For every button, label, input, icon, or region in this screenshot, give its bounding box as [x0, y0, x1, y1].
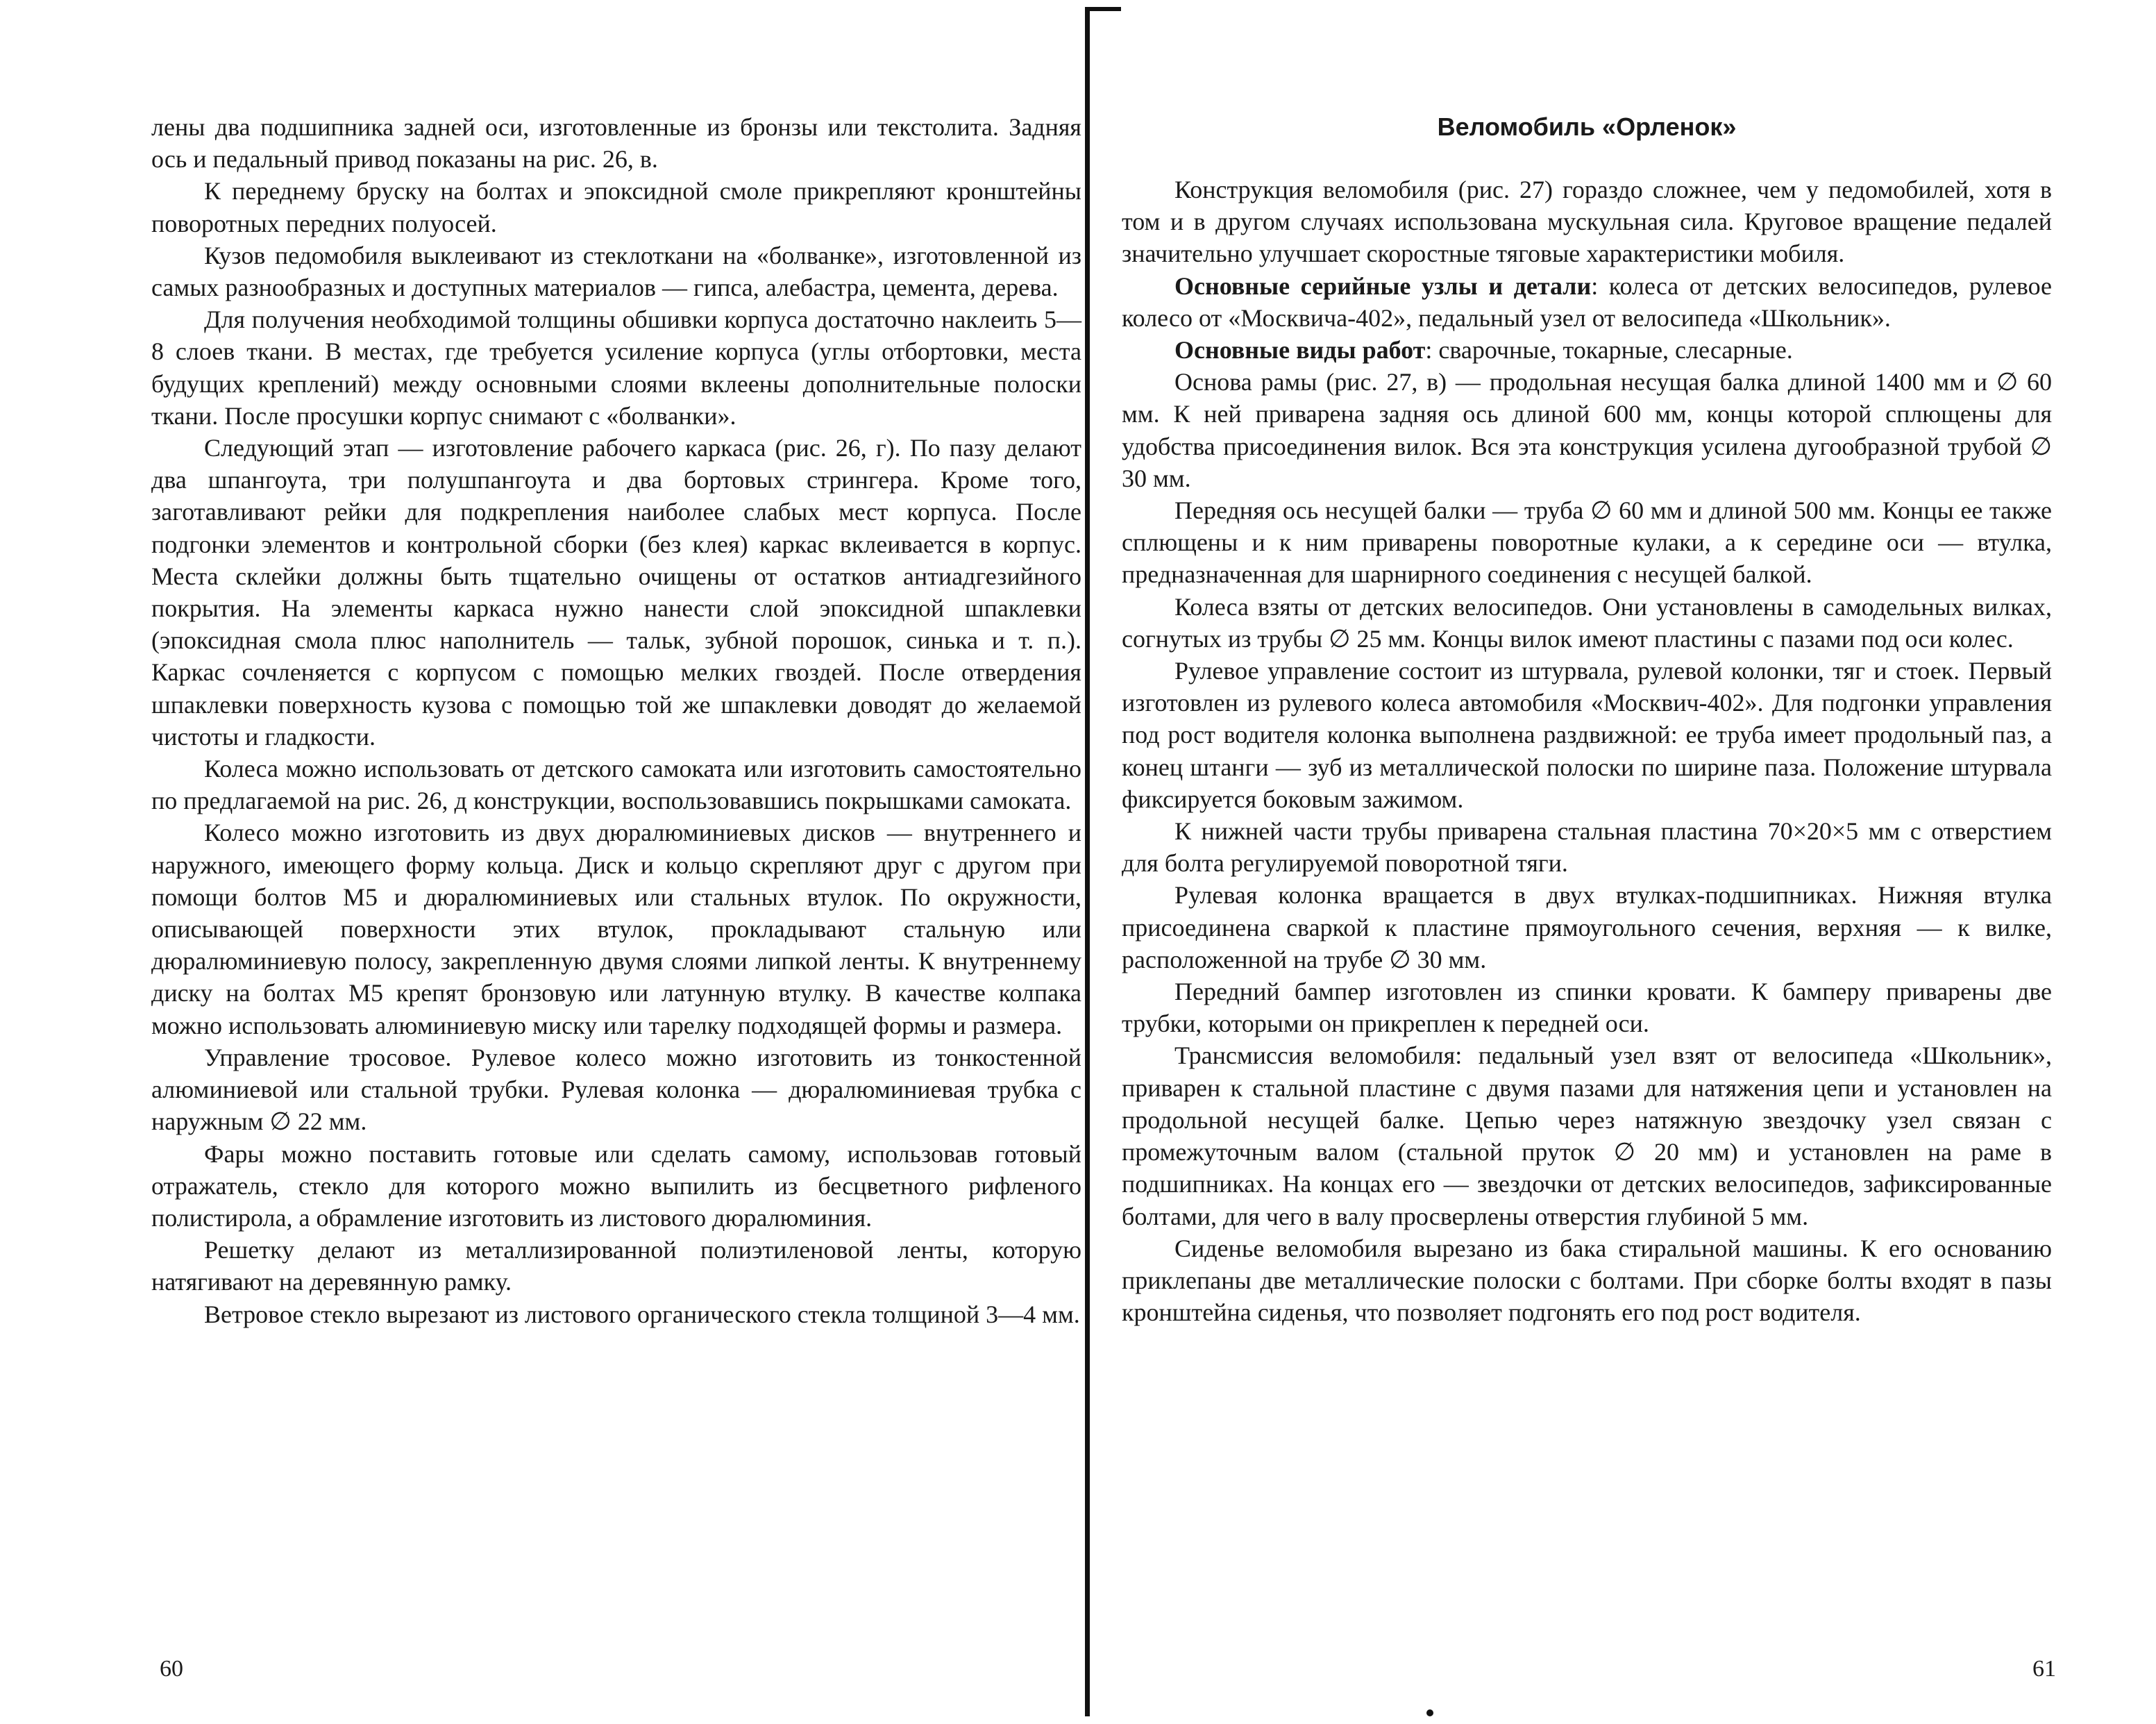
paragraph: Основа рамы (рис. 27, в) — продольная несущая балка длиной 1400 мм и ∅ 60 мм. К ней приварена задняя ось длиной 600 мм, концы которой сплющены для удобства присоединения вилок. Вся эта конструкция усилена дугообразной трубой ∅ 30 мм. — [1122, 368, 2052, 492]
right-text-column — [1122, 174, 2052, 1328]
left-text-column — [151, 111, 1081, 1330]
page-number: 61 — [2032, 1656, 2056, 1682]
paragraph: Конструкция веломобиля (рис. 27) гораздо сложнее, чем у педомобилей, хотя в том и в другом случаях использована мускульная сила. Круговое вращение педалей значительно улучшает скоростные тяговые характеристики мобиля. — [1122, 176, 2052, 268]
paragraph: Сиденье веломобиля вырезано из бака стиральной машины. К его основанию приклепаны две металлические полоски с болтами. При сборке болты входят в пазы кронштейна сиденья, что позволяет подгонять его под рост водителя. — [1122, 1234, 2052, 1327]
paragraph: Трансмиссия веломобиля: педальный узел взят от велосипеда «Школьник», приварен к стальной пластине с двумя пазами для натяжения цепи и установлен на продольной несущей балке. Цепью через натяжную звездочку узел связан с промежуточным валом (стальной пруток ∅ 20 мм) и установлен на раме в подшипниках. На концах его — звездочки от детских велосипедов, зафиксированные болтами, для чего в валу просверлены отверстия глубиной 5 мм. — [1122, 1041, 2052, 1230]
bold-label: Основные виды работ — [1174, 336, 1426, 365]
paragraph: К нижней части трубы приварена стальная пластина 70×20×5 мм с отверстием для болта регулируемой поворотной тяги. — [1122, 817, 2052, 878]
paragraph: К переднему бруску на болтах и эпоксидной смоле прикрепляют кронштейны поворотных передних полуосей. — [151, 177, 1081, 237]
paragraph: Кузов педомобиля выклеивают из стеклоткани на «болванке», изготовленной из самых разнообразных и доступных материалов — гипса, алебастра, цемента, дерева. — [151, 241, 1081, 302]
paragraph: Колесо можно изготовить из двух дюралюминиевых дисков — внутреннего и наружного, имеющего форму кольца. Диск и кольцо скрепляют друг с другом при помощи болтов М5 и дюралюминиевых или стальных втулок. По окружности, описывающей поверхности этих втулок, прокладывают стальную или дюралюминиевую полосу, закрепленную двумя слоями липкой ленты. К внутреннему диску на болтах М5 крепят бронзовую или латунную втулку. В качестве колпака можно использовать алюминиевую миску или тарелку подходящей формы и размера. — [151, 819, 1081, 1039]
paragraph — [1122, 270, 2052, 334]
paragraph: Решетку делают из металлизированной полиэтиленовой ленты, которую натягивают на деревянную рамку. — [151, 1236, 1081, 1296]
paragraph: лены два подшипника задней оси, изготовленные из бронзы или текстолита. Задняя ось и педальный привод показаны на рис. 26, в. — [151, 113, 1081, 174]
section-heading: Веломобиль «Орленок» — [1437, 112, 1737, 141]
paragraph-text: : колеса от детских велосипедов, рулевое колесо от «Москвича-402», педальный узел от велосипеда «Школьник». — [1122, 271, 2052, 332]
bold-label: Основные серийные узлы и детали — [1174, 271, 1592, 300]
paragraph: Колеса можно использовать от детского самоката или изготовить самостоятельно по предлагаемой на рис. 26, д конструкции, воспользовавшись покрышками самоката. — [151, 755, 1081, 815]
paragraph: Следующий этап — изготовление рабочего каркаса (рис. 26, г). По пазу делают два шпангоута, три полушпангоута и два бортовых стрингера. Кроме того, заготавливают рейки для подкрепления наиболее слабых мест корпуса. После подгонки элементов и контрольной сборки (без клея) каркас вклеивается в корпус. Места склейки должны быть тщательно очищены от остатков антиадгезийного покрытия. На элементы каркаса нужно нанести слой эпоксидной шпаклевки (эпоксидная смола плюс наполнитель — тальк, зубной порошок, синька и т. п.). Каркас сочленяется с корпусом с помощью мелких гвоздей. После отвердения шпаклевки поверхность кузова с помощью той же шпаклевки доводят до желаемой чистоты и гладкости. — [151, 434, 1081, 751]
ink-speck — [1426, 1709, 1433, 1716]
paragraph: Фары можно поставить готовые или сделать самому, использовав готовый отражатель, стекло для которого можно выпилить из бесцветного рифленого полистирола, а обрамление изготовить из листового дюралюминия. — [151, 1139, 1081, 1232]
paragraph: Колеса взяты от детских велосипедов. Они установлены в самодельных вилках, согнутых из трубы ∅ 25 мм. Концы вилок имеют пластины с пазами под оси колес. — [1122, 592, 2052, 653]
paragraph: Управление тросовое. Рулевое колесо можно изготовить из тонкостенной алюминиевой или стальной трубки. Рулевая колонка — дюралюминиевая трубка с наружным ∅ 22 мм. — [151, 1043, 1081, 1136]
book-spine — [1085, 8, 1090, 1716]
paragraph: Для получения необходимой толщины обшивки корпуса достаточно наклеить 5—8 слоев ткани. В местах, где требуется усиление корпуса (углы отбортовки, места будущих креплений) между основными слоями вклеены дополнительные полоски ткани. После просушки корпус снимают с «болванки». — [151, 306, 1081, 430]
paragraph — [1122, 334, 2052, 366]
page-number: 60 — [160, 1656, 183, 1682]
paragraph: Рулевое управление состоит из штурвала, рулевой колонки, тяг и стоек. Первый изготовлен из рулевого колеса автомобиля «Москвич-402». Для подгонки управления под рост водителя колонка выполнена раздвижной: ее труба имеет продольный паз, а конец штанги — зуб из металлической полоски по ширине паза. Положение штурвала фиксируется боковым зажимом. — [1122, 657, 2052, 813]
paragraph: Рулевая колонка вращается в двух втулках-подшипниках. Нижняя втулка присоединена сваркой к пластине прямоугольного сечения, верхняя — к вилке, расположенной на трубе ∅ 30 мм. — [1122, 881, 2052, 973]
right-page — [1097, 0, 2156, 1724]
paragraph: Передняя ось несущей балки — труба ∅ 60 мм и длиной 500 мм. Концы ее также сплющены и к ним приварены поворотные кулаки, а к середине оси — втулка, предназначенная для шарнирного соединения с несущей балкой. — [1122, 496, 2052, 589]
paragraph-text: : сварочные, токарные, слесарные. — [1425, 336, 1793, 365]
paragraph: Ветровое стекло вырезают из листового органического стекла толщиной 3—4 мм. — [204, 1300, 1080, 1328]
paragraph: Передний бампер изготовлен из спинки кровати. К бамперу приварены две трубки, которыми он прикреплен к передней оси. — [1122, 978, 2052, 1038]
